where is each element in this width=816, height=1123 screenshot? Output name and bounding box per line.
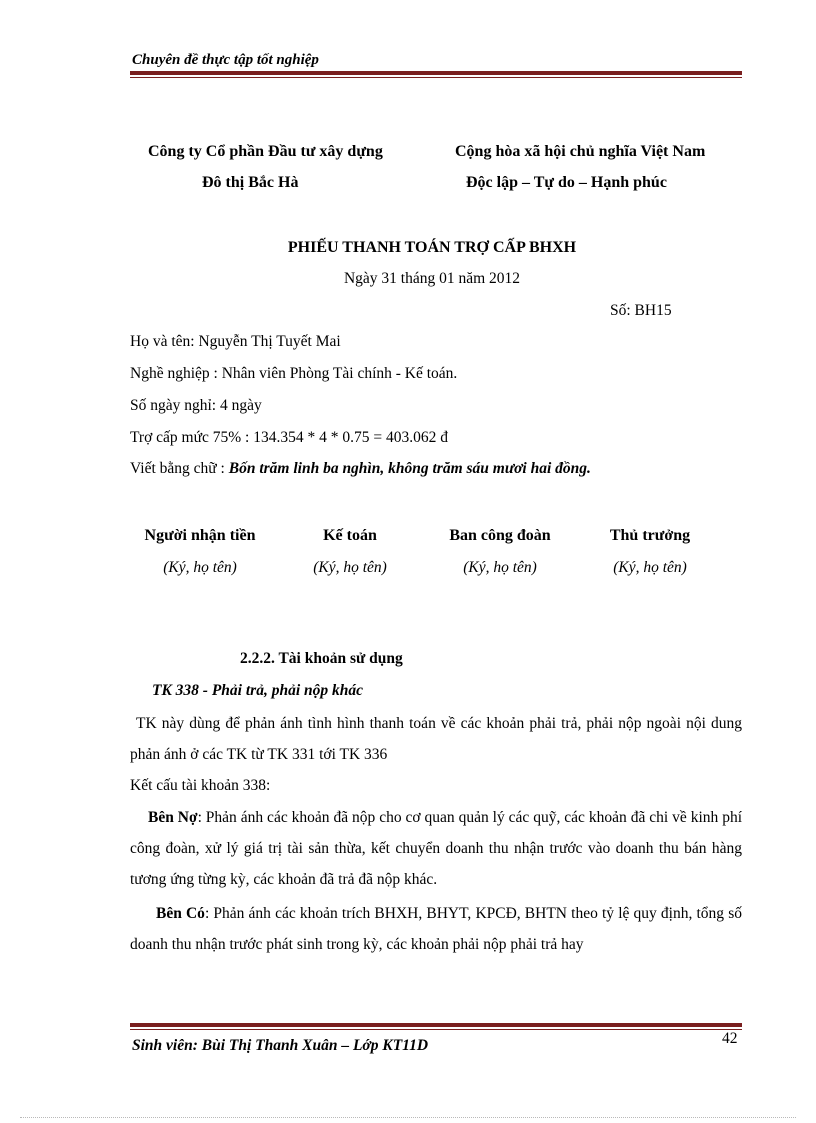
field-allowance: Trợ cấp mức 75% : 134.354 * 4 * 0.75 = 403.062 đ: [130, 429, 448, 446]
section-subheading: TK 338 - Phải trả, phải nộp khác: [152, 682, 363, 699]
signature-note: (Ký, họ tên): [163, 559, 237, 576]
signature-role: Ban công đoàn: [449, 527, 551, 544]
document-number: Số: BH15: [610, 302, 672, 319]
national-motto-line1: Cộng hòa xã hội chủ nghĩa Việt Nam: [455, 143, 706, 160]
debit-side-text: : Phản ánh các khoản đã nộp cho cơ quan quản lý các quỹ, các khoản đã chi về kinh phí công đoàn, xử lý giá trị tài sản thừa, kết chuyển doanh thu nhận trước vào doanh thu bán hàng tương ứng từng kỳ, các khoản đã trả đã nộp khác.: [130, 809, 742, 888]
section-heading: 2.2.2. Tài khoản sử dụng: [240, 650, 403, 667]
paragraph-description: TK này dùng để phản ánh tình hình thanh toán về các khoản phải trả, phải nộp ngoài nội dung phản ánh ở các TK từ TK 331 tới TK 336: [130, 715, 742, 763]
signature-note: (Ký, họ tên): [313, 559, 387, 576]
field-job: Nghề nghiệp : Nhân viên Phòng Tài chính - Kế toán.: [130, 365, 458, 382]
header-rule: [130, 71, 742, 78]
debit-side-label: Bên Nợ: [148, 809, 198, 826]
running-header-title: Chuyên đề thực tập tốt nghiệp: [132, 52, 319, 68]
paragraph-credit-side: [130, 898, 742, 960]
field-amount-in-words: [130, 460, 591, 478]
signature-note: (Ký, họ tên): [613, 559, 687, 576]
credit-side-text: : Phản ánh các khoản trích BHXH, BHYT, KPCĐ, BHTN theo tỷ lệ quy định, tổng số doanh thu nhận trước phát sinh trong kỳ, các khoản phải nộp phải trả hay: [130, 905, 742, 953]
amount-in-words-value: Bốn trăm linh ba nghìn, không trăm sáu mươi hai đồng.: [228, 460, 591, 477]
signature-role: Kế toán: [323, 527, 377, 544]
signature-note: (Ký, họ tên): [463, 559, 537, 576]
document-title: PHIẾU THANH TOÁN TRỢ CẤP BHXH: [287, 239, 577, 256]
company-name-line1: Công ty Cổ phần Đầu tư xây dựng: [148, 143, 383, 160]
page-number: 42: [722, 1030, 738, 1047]
signature-role: Thủ trưởng: [609, 527, 691, 544]
paragraph-structure: Kết cấu tài khoản 338:: [130, 777, 271, 794]
company-name-line2: Đô thị Bắc Hà: [202, 174, 299, 191]
page-edge-dotted-line: [20, 1117, 796, 1118]
credit-side-label: Bên Có: [156, 905, 205, 922]
national-motto-line2: Độc lập – Tự do – Hạnh phúc: [466, 174, 667, 191]
footer-rule: [130, 1023, 742, 1030]
footer-student-info: Sinh viên: Bùi Thị Thanh Xuân – Lớp KT11D: [132, 1037, 429, 1054]
field-days: Số ngày nghỉ: 4 ngày: [130, 397, 262, 414]
paragraph-debit-side: [130, 802, 742, 895]
signature-role: Người nhận tiền: [144, 527, 256, 544]
amount-in-words-label: Viết bằng chữ :: [130, 460, 229, 477]
document-date: Ngày 31 tháng 01 năm 2012: [343, 270, 521, 287]
field-name: Họ và tên: Nguyễn Thị Tuyết Mai: [130, 333, 341, 350]
